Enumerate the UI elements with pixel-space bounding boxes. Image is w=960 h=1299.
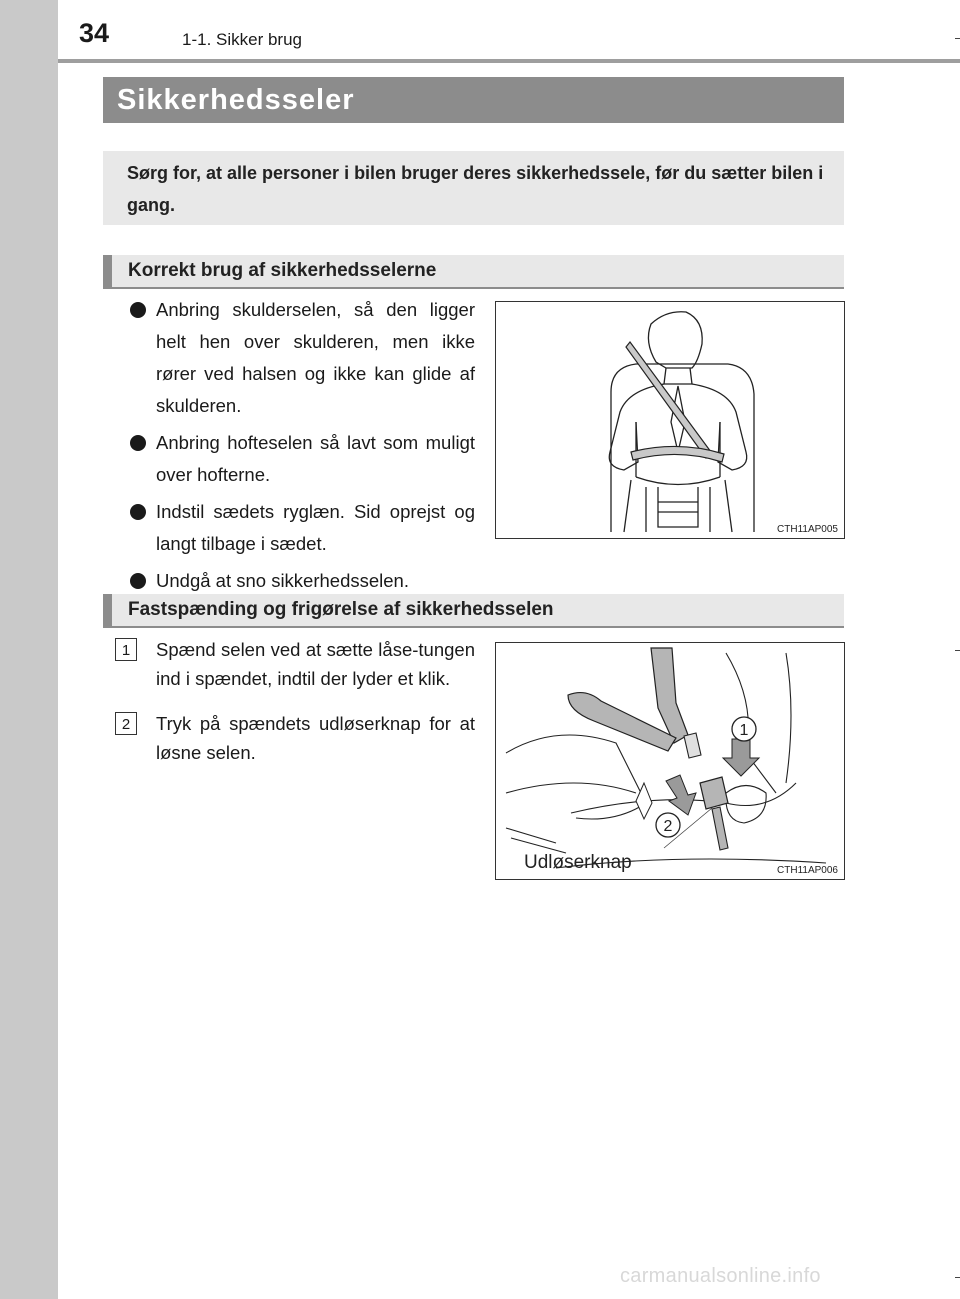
intro-box: Sørg for, at alle personer i bilen bruger deres sikkerhedssele, før du sætter bilen i gang.: [103, 151, 844, 225]
callout-1: 1: [739, 722, 749, 739]
bullet-list: [128, 294, 475, 602]
list-item: Indstil sædets ryglæn. Sid oprejst og langt tilbage i sædet.: [128, 496, 475, 560]
bullet-icon: [130, 573, 146, 589]
subheading-text: Korrekt brug af sikkerhedsselerne: [128, 260, 437, 281]
bullet-icon: [130, 435, 146, 451]
subheading-fastening: [103, 594, 844, 628]
list-item: Anbring skulderselen, så den ligger helt hen over skulderen, men ikke rører ved halsen og ikke kan glide af skulderen.: [128, 294, 475, 422]
seatbelt-buckle-illustration: [496, 643, 844, 879]
subheading-bar: [103, 594, 112, 626]
seated-person-illustration: [496, 302, 844, 538]
crop-mark: [955, 650, 960, 651]
side-tab: [0, 0, 58, 1299]
bullet-icon: [130, 504, 146, 520]
bullet-icon: [130, 302, 146, 318]
step-item: 1 Spænd selen ved at sætte låse-tungen ind i spændet, indtil der lyder et klik.: [115, 635, 475, 693]
crop-mark: [955, 1277, 960, 1278]
figure-code: CTH11AP005: [777, 524, 838, 535]
callout-2: 2: [663, 818, 673, 835]
subheading-correct-use: [103, 255, 844, 289]
subheading-bar: [103, 255, 112, 287]
crop-mark: [955, 38, 960, 39]
step-item: 2 Tryk på spændets udløserknap for at løsne selen.: [115, 709, 475, 767]
step-list: [115, 635, 475, 783]
section-title: Sikkerhedsseler: [103, 77, 844, 123]
chapter-title: 1-1. Sikker brug: [182, 30, 302, 49]
figure-seated-person-seatbelt: [495, 301, 845, 539]
figure-code: CTH11AP006: [777, 865, 838, 876]
figure-caption: Udløserknap: [524, 852, 632, 873]
step-number: 1: [115, 638, 137, 661]
figure-buckle-release: [495, 642, 845, 880]
list-item: Anbring hofteselen så lavt som muligt over hofterne.: [128, 427, 475, 491]
list-item: Undgå at sno sikkerhedsselen.: [128, 565, 475, 597]
step-number: 2: [115, 712, 137, 735]
header-rule: [58, 59, 960, 63]
watermark: carmanualsonline.info: [620, 1265, 821, 1287]
subheading-text: Fastspænding og frigørelse af sikkerhedsselen: [128, 599, 554, 620]
page-number: 34: [79, 18, 110, 48]
